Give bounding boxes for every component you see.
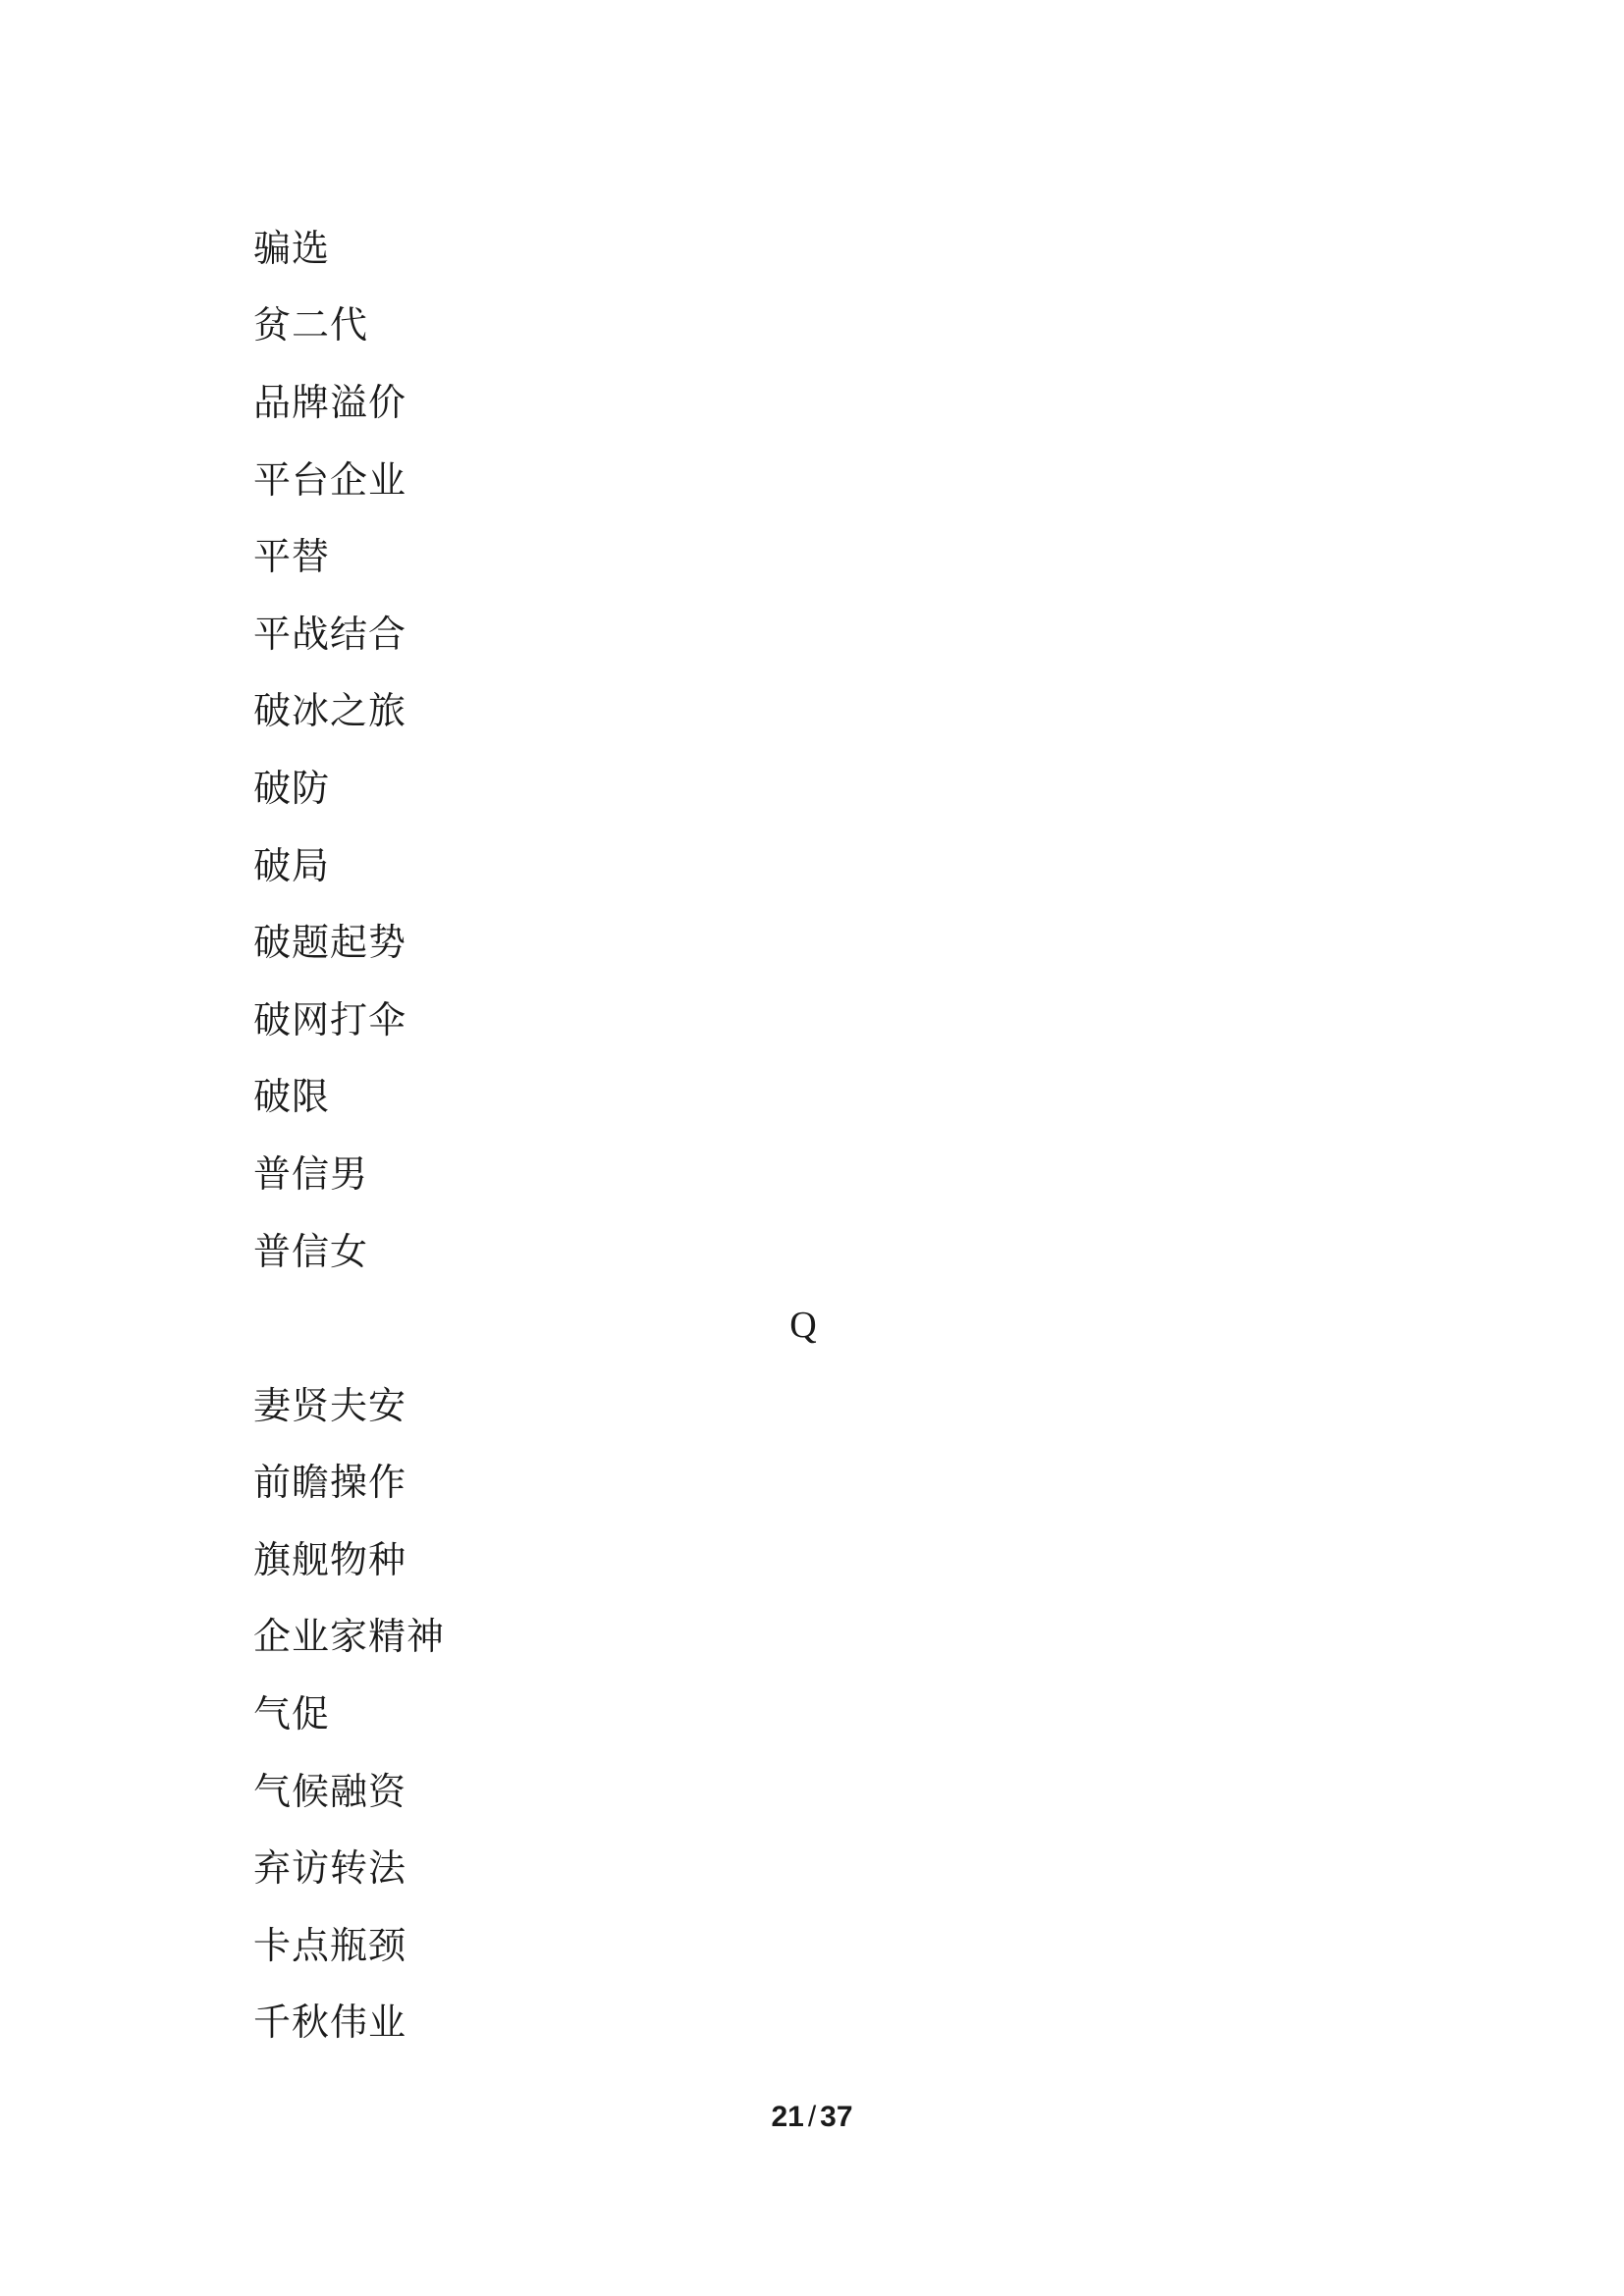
glossary-list	[253, 206, 1432, 2057]
glossary-row	[253, 1055, 1432, 1133]
page-separator: /	[807, 2101, 817, 2133]
chinese-term: 妻贤夫安	[253, 1383, 407, 1427]
glossary-row	[253, 206, 1432, 284]
glossary-row	[253, 1209, 1432, 1287]
chinese-term: 破网打伞	[253, 997, 407, 1041]
page-number	[0, 2101, 1624, 2134]
chinese-term: 骗选	[253, 226, 331, 270]
glossary-row	[253, 1595, 1432, 1673]
chinese-term: 前瞻操作	[253, 1461, 407, 1505]
chinese-term: 平战结合	[253, 612, 407, 656]
glossary-row	[253, 514, 1432, 592]
chinese-term: 普信女	[253, 1229, 369, 1273]
chinese-term: 平台企业	[253, 457, 407, 502]
glossary-row	[253, 1903, 1432, 1981]
glossary-row	[253, 1363, 1432, 1441]
glossary-row	[253, 900, 1432, 978]
glossary-row	[253, 592, 1432, 669]
chinese-term: 品牌溢价	[253, 380, 407, 424]
glossary-row	[253, 824, 1432, 901]
chinese-term: 破局	[253, 843, 331, 887]
chinese-term: 破限	[253, 1075, 331, 1119]
glossary-row	[253, 1132, 1432, 1209]
glossary-row	[253, 1981, 1432, 2058]
glossary-row	[253, 1441, 1432, 1519]
chinese-term: 卡点瓶颈	[253, 1923, 407, 1967]
chinese-term: 气候融资	[253, 1769, 407, 1813]
glossary-row	[253, 1749, 1432, 1827]
chinese-term: 旗舰物种	[253, 1537, 407, 1581]
chinese-term: 企业家精神	[253, 1615, 446, 1659]
chinese-term: 贫二代	[253, 303, 369, 347]
glossary-row	[253, 284, 1432, 361]
current-page: 21	[771, 2101, 804, 2133]
glossary-row	[253, 669, 1432, 747]
glossary-row	[253, 746, 1432, 824]
glossary-row	[253, 1672, 1432, 1749]
chinese-term: 破防	[253, 766, 331, 810]
glossary-row	[253, 360, 1432, 438]
chinese-term: 千秋伟业	[253, 2001, 407, 2045]
chinese-term: 气促	[253, 1692, 331, 1736]
total-pages: 37	[820, 2101, 853, 2133]
glossary-row	[253, 438, 1432, 515]
glossary-row	[253, 1826, 1432, 1903]
chinese-term: 破题起势	[253, 921, 407, 965]
chinese-term: 普信男	[253, 1151, 369, 1196]
section-letter: Q	[789, 1304, 817, 1346]
chinese-term: 弃访转法	[253, 1846, 407, 1891]
chinese-term: 破冰之旅	[253, 689, 407, 733]
glossary-row	[253, 978, 1432, 1055]
glossary-row	[253, 1518, 1432, 1595]
chinese-term: 平替	[253, 535, 331, 579]
